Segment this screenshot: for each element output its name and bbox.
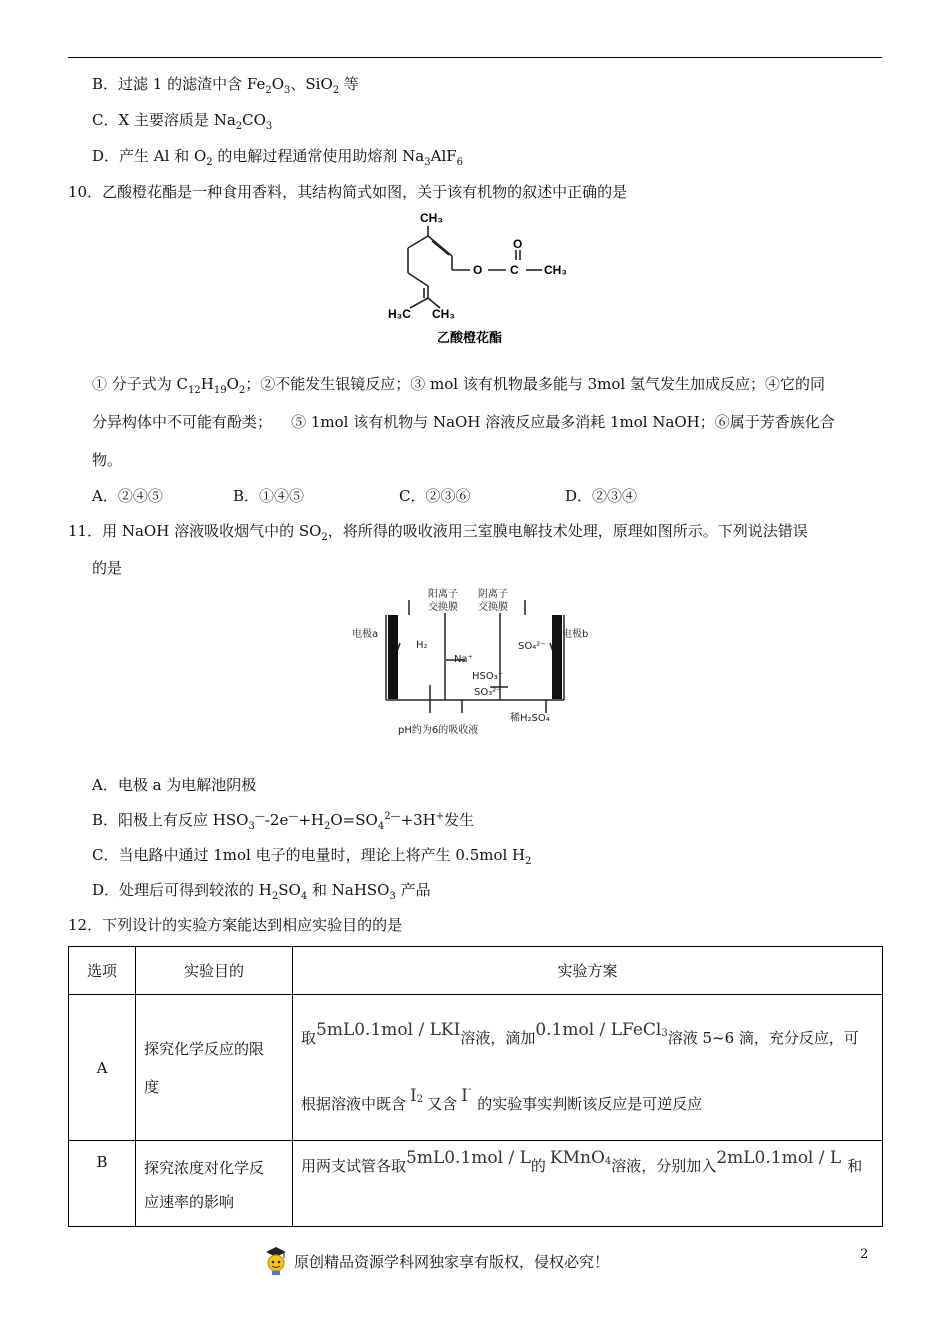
text: D．产生 Al 和 O bbox=[92, 147, 207, 165]
q10-option-d[interactable]: D．②③④ bbox=[565, 487, 638, 505]
table-row bbox=[69, 995, 883, 1141]
header-rule bbox=[68, 57, 882, 58]
q11-electrolysis-figure bbox=[350, 585, 600, 740]
label-c: C bbox=[510, 263, 519, 277]
text: D．处理后可得到较浓的 H bbox=[92, 881, 272, 899]
row-b-line1 bbox=[301, 1147, 881, 1176]
formula-sup: - bbox=[467, 1084, 472, 1095]
text: CO bbox=[242, 111, 266, 129]
text: B．过滤 1 的滤渣中含 Fe bbox=[92, 75, 266, 93]
formula: I bbox=[410, 1085, 417, 1106]
q9-option-b bbox=[92, 73, 359, 96]
label-anion-membrane: 阴离子 bbox=[478, 589, 508, 600]
q11-option-c[interactable] bbox=[92, 844, 532, 867]
text: 又含 bbox=[427, 1095, 458, 1113]
row-a-line1 bbox=[301, 1002, 881, 1074]
sup: — bbox=[254, 811, 265, 822]
q11-option-d[interactable] bbox=[92, 879, 431, 902]
text: 、SiO bbox=[290, 75, 333, 93]
row-b-purpose bbox=[136, 1141, 293, 1227]
sup: + bbox=[435, 811, 445, 822]
text: 和 bbox=[847, 1157, 863, 1175]
label-cation-membrane-2: 交换膜 bbox=[428, 602, 458, 613]
text: 和 NaHSO bbox=[307, 881, 390, 899]
text: 探究浓度对化学反 bbox=[144, 1159, 265, 1177]
q10-statement-line1 bbox=[92, 373, 825, 396]
label-o: O bbox=[473, 263, 483, 277]
figure-caption: 乙酸橙花酯 bbox=[437, 331, 503, 346]
sub: 2 bbox=[321, 532, 328, 543]
formula: 0.1mol / LFeCl bbox=[535, 1019, 662, 1040]
text: 产品 bbox=[395, 881, 431, 899]
label-cation-membrane: 阳离子 bbox=[428, 589, 458, 600]
experiment-table bbox=[68, 946, 883, 1227]
sub: 2 bbox=[271, 891, 279, 902]
label-electrode-b: 电极b bbox=[562, 629, 589, 640]
q10-option-a[interactable]: A．②④⑤ bbox=[92, 487, 163, 505]
table-header-row bbox=[69, 947, 883, 995]
q11-option-a[interactable]: A．电极 a 为电解池阴极 bbox=[92, 776, 257, 794]
q9-option-c bbox=[92, 109, 272, 132]
sub: 3 bbox=[284, 85, 291, 96]
sub: 6 bbox=[456, 157, 464, 168]
text: 度 bbox=[144, 1077, 160, 1096]
sub: 2 bbox=[332, 85, 340, 96]
sub: 2 bbox=[265, 85, 272, 96]
text: 溶液，分别加入 bbox=[611, 1157, 717, 1175]
sub: 2 bbox=[525, 856, 532, 867]
label-so4: SO₄²⁻ bbox=[518, 641, 546, 652]
formula: KMnO bbox=[549, 1147, 605, 1168]
q10-stem: 10．乙酸橙花酯是一种食用香料，其结构简式如图，关于该有机物的叙述中正确的是 bbox=[68, 183, 628, 201]
text: C．当电路中通过 1mol 电子的电量时，理论上将产生 0.5mol H bbox=[92, 846, 526, 864]
sub: 4 bbox=[300, 891, 308, 902]
sub: 2 bbox=[235, 121, 243, 132]
label-h2: H₂ bbox=[416, 640, 428, 651]
electrode-b-bar bbox=[552, 615, 562, 699]
formula-sub: 2 bbox=[416, 1094, 424, 1105]
sub: 12 bbox=[188, 385, 201, 396]
electrode-a-bar bbox=[388, 615, 398, 699]
formula-sub: 4 bbox=[604, 1156, 612, 1167]
sub: 2 bbox=[323, 821, 331, 832]
text: +3H bbox=[400, 811, 436, 829]
text: 探究化学反应的限 bbox=[144, 1039, 265, 1058]
sub: 2 bbox=[206, 157, 213, 168]
row-a-line2 bbox=[301, 1074, 881, 1134]
label-absorbent: pH约为6的吸收液 bbox=[398, 725, 479, 736]
q10-option-b[interactable]: B．①④⑤ bbox=[233, 487, 305, 505]
text: -2e bbox=[264, 811, 289, 829]
header-scheme: 实验方案 bbox=[293, 947, 883, 995]
text: 的实验事实判断该反应是可逆反应 bbox=[477, 1095, 703, 1113]
text: O=SO bbox=[330, 811, 378, 829]
sub: 3 bbox=[248, 821, 255, 832]
sup: — bbox=[288, 811, 299, 822]
footer bbox=[262, 1246, 609, 1276]
sub: 3 bbox=[265, 121, 273, 132]
q10-option-c[interactable]: C．②③⑥ bbox=[399, 487, 471, 505]
label-ch3-bottom: CH₃ bbox=[432, 307, 455, 321]
text: O bbox=[271, 75, 285, 93]
label-carbonyl-o: O bbox=[513, 237, 523, 251]
text: 溶液 5~6 滴，充分反应，可 bbox=[667, 1029, 859, 1047]
header-purpose: 实验目的 bbox=[136, 947, 293, 995]
text: 的 bbox=[530, 1157, 546, 1175]
label-so3: SO₃²⁻ bbox=[474, 687, 502, 698]
text: ；②不能发生银镜反应；③ mol 该有机物最多能与 3mol 氢气发生加成反应；④它的同 bbox=[245, 375, 825, 393]
text: 的电解过程通常使用助熔剂 Na bbox=[212, 147, 425, 165]
label-ch3-top: CH₃ bbox=[420, 211, 443, 225]
mascot-icon bbox=[262, 1246, 290, 1276]
text: 根据溶液中既含 bbox=[301, 1095, 407, 1113]
table-row bbox=[69, 1141, 883, 1227]
text: ① 分子式为 C bbox=[92, 375, 189, 393]
text: +H bbox=[298, 811, 324, 829]
q11-stem-line1 bbox=[68, 520, 808, 543]
q10-statement-line2: 分异构体中不可能有酚类； ⑤ 1mol 该有机物与 NaOH 溶液反应最多消耗 1mol NaOH；⑥属于芳香族化合 bbox=[92, 413, 835, 431]
header-option: 选项 bbox=[69, 947, 136, 995]
row-b-scheme bbox=[293, 1141, 883, 1227]
text: B．阳极上有反应 HSO bbox=[92, 811, 249, 829]
formula: I bbox=[461, 1085, 468, 1106]
text: 11．用 NaOH 溶液吸收烟气中的 SO bbox=[68, 522, 322, 540]
text: 应速率的影响 bbox=[144, 1193, 235, 1211]
label-hso3: HSO₃⁻ bbox=[472, 671, 504, 682]
text: 溶液，滴加 bbox=[460, 1029, 536, 1047]
sub: 19 bbox=[213, 385, 227, 396]
label-electrode-a: 电极a bbox=[352, 629, 379, 640]
q11-option-b[interactable] bbox=[92, 809, 474, 832]
text: AlF bbox=[430, 147, 457, 165]
text: ，将所得的吸收液用三室膜电解技术处理，原理如图所示。下列说法错误 bbox=[327, 522, 808, 540]
sub: 4 bbox=[377, 821, 385, 832]
q12-stem: 12．下列设计的实验方案能达到相应实验目的的是 bbox=[68, 916, 403, 934]
text: SO bbox=[278, 881, 301, 899]
copyright-text: 原创精品资源学科网独家享有版权，侵权必究！ bbox=[294, 1252, 610, 1271]
sub: 2 bbox=[238, 385, 246, 396]
q10-statement-line3: 物。 bbox=[92, 451, 123, 469]
label-h3c: H₃C bbox=[388, 307, 411, 321]
q11-stem-line2: 的是 bbox=[92, 559, 123, 577]
row-a-scheme bbox=[293, 995, 883, 1141]
formula-sub: 3 bbox=[661, 1028, 668, 1039]
label-anion-membrane-2: 交换膜 bbox=[478, 602, 508, 613]
label-na: Na⁺ bbox=[454, 654, 473, 665]
formula: 2mL0.1mol / L bbox=[716, 1147, 842, 1168]
text: C．X 主要溶质是 Na bbox=[92, 111, 236, 129]
text: 取 bbox=[301, 1029, 317, 1047]
q10-structure-figure bbox=[380, 208, 580, 353]
label-ch3-right: CH₃ bbox=[544, 263, 567, 277]
sup: 2— bbox=[384, 811, 401, 822]
text: 等 bbox=[339, 75, 359, 93]
row-a-purpose bbox=[136, 995, 293, 1141]
q9-option-d bbox=[92, 145, 463, 168]
label-dilute-h2so4: 稀H₂SO₄ bbox=[510, 713, 550, 724]
text: O bbox=[226, 375, 239, 393]
sub: 3 bbox=[389, 891, 396, 902]
text: 用两支试管各取 bbox=[301, 1157, 407, 1175]
row-b-label: B bbox=[69, 1141, 136, 1227]
row-a-label: A bbox=[69, 995, 136, 1141]
page-number: 2 bbox=[860, 1247, 869, 1262]
formula: 5mL0.1mol / L bbox=[406, 1147, 531, 1168]
text: 发生 bbox=[444, 811, 475, 829]
sub: 3 bbox=[424, 157, 431, 168]
text: H bbox=[200, 375, 214, 393]
formula: 5mL0.1mol / LKI bbox=[316, 1019, 461, 1040]
